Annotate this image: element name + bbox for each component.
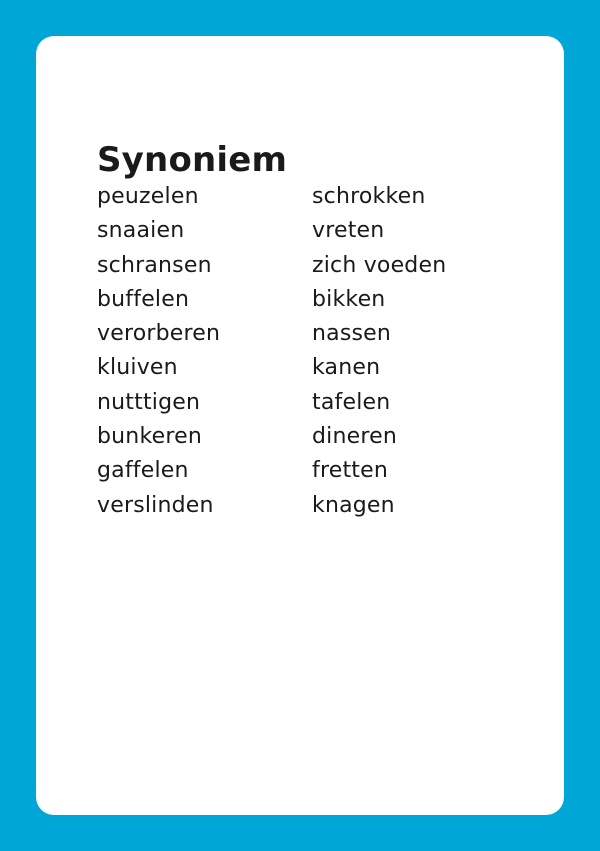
word-item: fretten — [312, 458, 388, 484]
word-item: dineren — [312, 424, 397, 450]
word-item: schransen — [97, 252, 212, 278]
word-item: knagen — [312, 492, 395, 518]
card-title: Synoniem — [97, 140, 288, 180]
word-item: verslinden — [97, 492, 214, 518]
word-list-left — [97, 180, 220, 523]
word-item: gaffelen — [97, 458, 189, 484]
word-item: buffelen — [97, 286, 190, 312]
word-item: schrokken — [312, 184, 426, 209]
word-item: zich voeden — [312, 252, 447, 278]
word-item: vreten — [312, 218, 385, 244]
word-item: kluiven — [97, 355, 178, 381]
word-list-right — [312, 180, 446, 523]
word-item: verorberen — [97, 321, 221, 347]
word-item: nassen — [312, 321, 392, 347]
word-item: bikken — [312, 286, 386, 312]
word-item: nutttigen — [97, 389, 201, 415]
synonym-card — [36, 36, 564, 815]
word-item: tafelen — [312, 389, 391, 415]
word-item: peuzelen — [97, 184, 199, 209]
word-item: bunkeren — [97, 424, 202, 450]
word-item: kanen — [312, 355, 381, 381]
word-item: snaaien — [97, 218, 185, 244]
